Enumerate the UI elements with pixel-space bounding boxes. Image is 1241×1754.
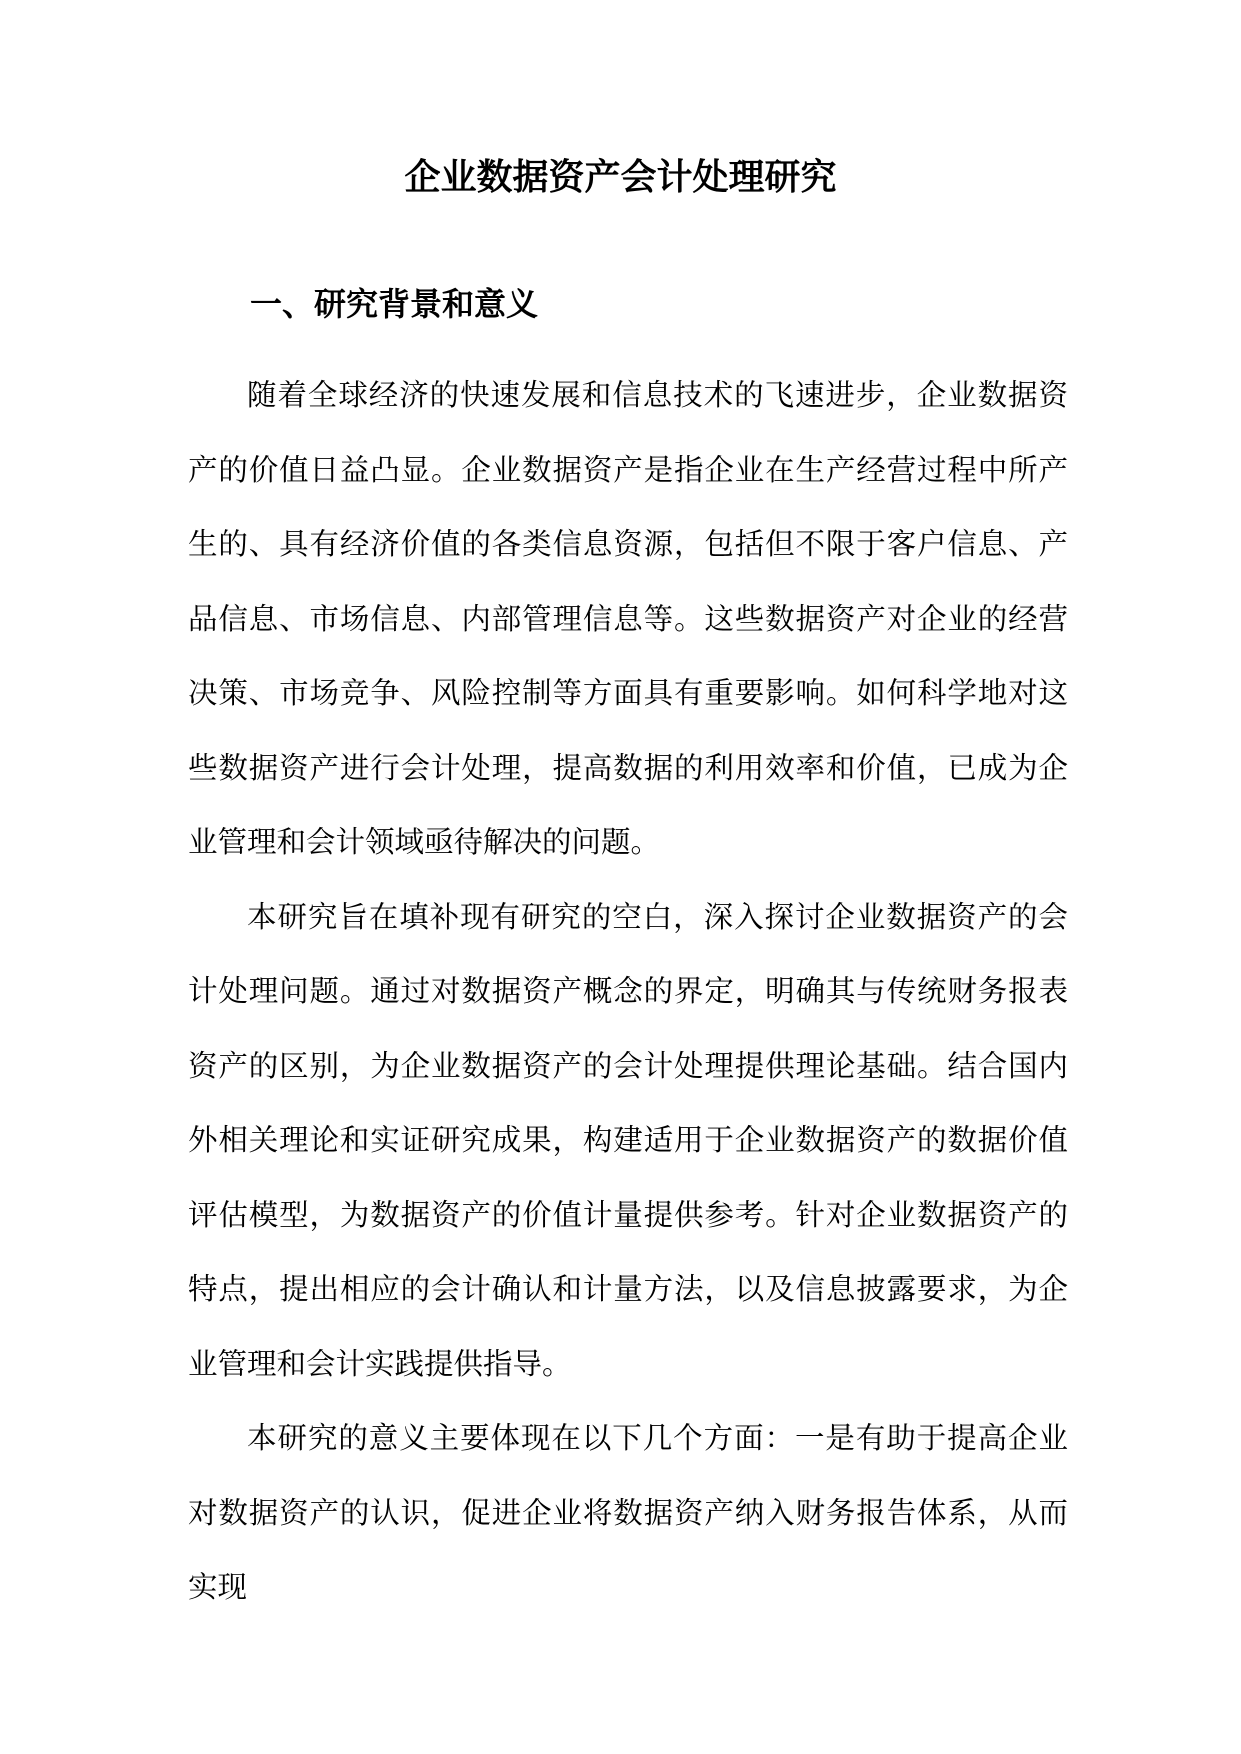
paragraph-3: 本研究的意义主要体现在以下几个方面：一是有助于提高企业对数据资产的认识，促进企业将数据资产纳入财务报告体系，从而实现 [188,1421,1068,1604]
body-text [188,358,1068,1625]
paragraph-2: 本研究旨在填补现有研究的空白，深入探讨企业数据资产的会计处理问题。通过对数据资产概念的界定，明确其与传统财务报表资产的区别，为企业数据资产的会计处理提供理论基础。结合国内外相关理论和实证研究成果，构建适用于企业数据资产的数据价值评估模型，为数据资产的价值计量提供参考。针对企业数据资产的特点，提出相应的会计确认和计量方法，以及信息披露要求，为企业管理和会计实践提供指导。 [188,899,1068,1381]
section-heading: 一、研究背景和意义 [250,285,539,323]
paragraph-1: 随着全球经济的快速发展和信息技术的飞速进步，企业数据资产的价值日益凸显。企业数据资产是指企业在生产经营过程中所产生的、具有经济价值的各类信息资源，包括但不限于客户信息、产品信息、市场信息、内部管理信息等。这些数据资产对企业的经营决策、市场竞争、风险控制等方面具有重要影响。如何科学地对这些数据资产进行会计处理，提高数据的利用效率和价值，已成为企业管理和会计领域亟待解决的问题。 [188,378,1068,859]
document-title: 企业数据资产会计处理研究 [404,156,837,198]
